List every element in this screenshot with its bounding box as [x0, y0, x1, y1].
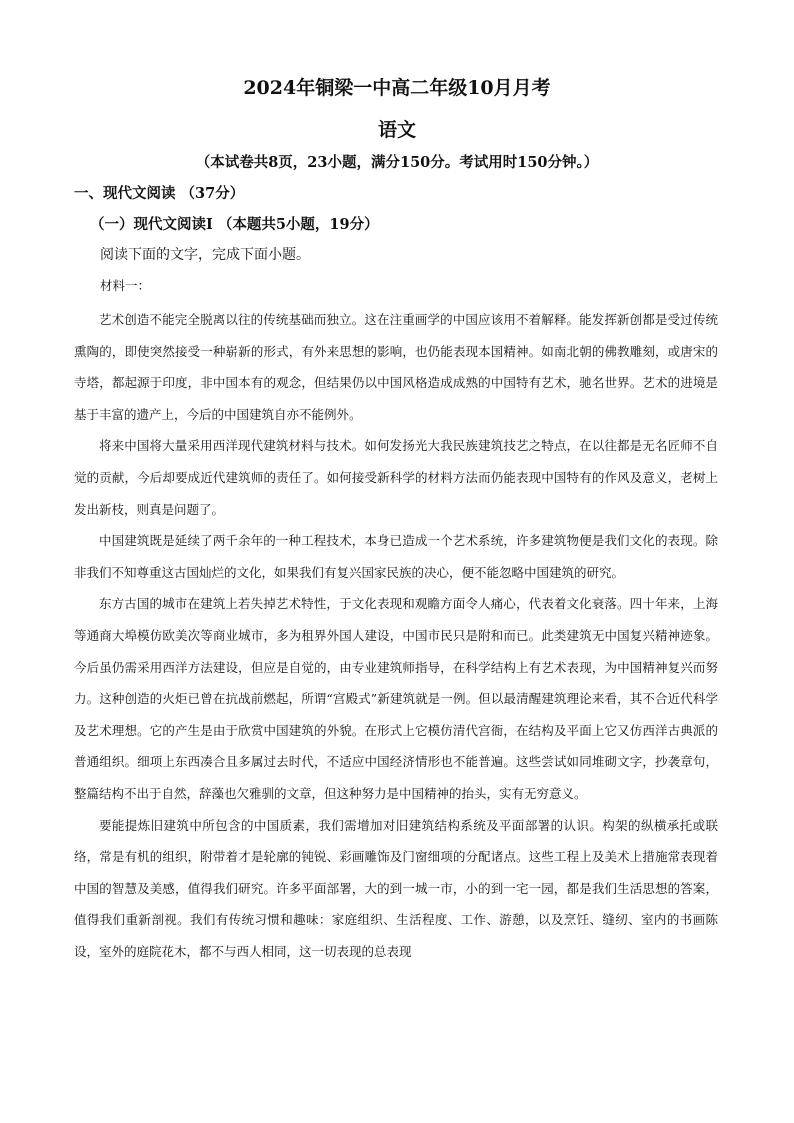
- exam-note: （本试卷共8页，23小题，满分150分。考试用时150分钟。）: [195, 154, 599, 171]
- material-label: 材料一：: [100, 278, 151, 293]
- exam-title: 2024年铜梁一中高二年级10月月考: [243, 77, 551, 99]
- paragraph: 要能提炼旧建筑中所包含的中国质素，我们需增加对旧建筑结构系统及平面部署的认识。构架的纵横承托或联络，常是有机的组织，附带着才是轮廓的钝锐、彩画雕饰及门窗细项的分配诸点。这些工程上及美术上措施常表现着中国的智慧及美感，值得我们研究。许多平面部署，大的到一城一市，小的到一宅一园，都是我们生活思想的答案，值得我们重新剖视。我们有传统习惯和趣味：家庭组织、生活程度、工作、游憩，以及烹饪、缝纫、室内的书画陈设，室外的庭院花木，都不与西人相同，这一切表现的总表现: [74, 817, 718, 959]
- article-body: [74, 304, 718, 967]
- paragraph: 东方古国的城市在建筑上若失掉艺术特性，于文化表现和观瞻方面令人痛心，代表着文化衰落。四十年来，上海等通商大埠模仿欧美次等商业城市，多为租界外国人建设，中国市民只是附和而已。此类建筑无中国复兴精神迹象。今后虽仍需采用西洋方法建设，但应是自觉的，由专业建筑师指导，在科学结构上有艺术表现，为中国精神复兴而努力。这种创造的火炬已曾在抗战前燃起，所谓“宫殿式”新建筑就是一例。但以最清醒建筑理论来看，其不合近代科学及艺术理想。它的产生是由于欣赏中国建筑的外貌。在形式上它模仿清代宫衙，在结构及平面上它又仿西洋古典派的普通组织。细项上东西凑合且多属过去时代，不适应中国经济情形也不能普遍。这些尝试如同堆砌文字，抄袭章句，整篇结构不出于自然，辞藻也欠雅驯的文章，但这种努力是中国精神的抬头，实有无穷意义。: [74, 596, 718, 801]
- reading-instruction: 阅读下面的文字，完成下面小题。: [100, 247, 310, 263]
- subject-title: 语文: [377, 119, 416, 141]
- paragraph: 艺术创造不能完全脱离以往的传统基础而独立。这在注重画学的中国应该用不着解释。能发挥新创都是受过传统熏陶的，即使突然接受一种崭新的形式，有外来思想的影响，也仍能表现本国精神。如南北朝的佛教雕刻，或唐宋的寺塔，都起源于印度，非中国本有的观念，但结果仍以中国风格造成成熟的中国特有艺术，驰名世界。艺术的进境是基于丰富的遗产上，今后的中国建筑自亦不能例外。: [74, 312, 718, 422]
- paragraph: 中国建筑既是延续了两千余年的一种工程技术，本身已造成一个艺术系统，许多建筑物便是我们文化的表现。除非我们不知尊重这古国灿烂的文化，如果我们有复兴国家民族的决心，便不能忽略中国建筑的研究。: [74, 533, 718, 580]
- section-heading: 一、现代文阅读 （37分）: [74, 185, 245, 202]
- paragraph: 将来中国将大量采用西洋现代建筑材料与技术。如何发扬光大我民族建筑技艺之特点，在以往都是无名匠师不自觉的贡献，今后却要成近代建筑师的责任了。如何接受新科学的材料方法而仍能表现中国特有的作风及意义，老树上发出新枝，则真是问题了。: [74, 438, 718, 517]
- subsection-heading: （一）现代文阅读Ⅰ （本题共5小题，19分）: [90, 216, 379, 233]
